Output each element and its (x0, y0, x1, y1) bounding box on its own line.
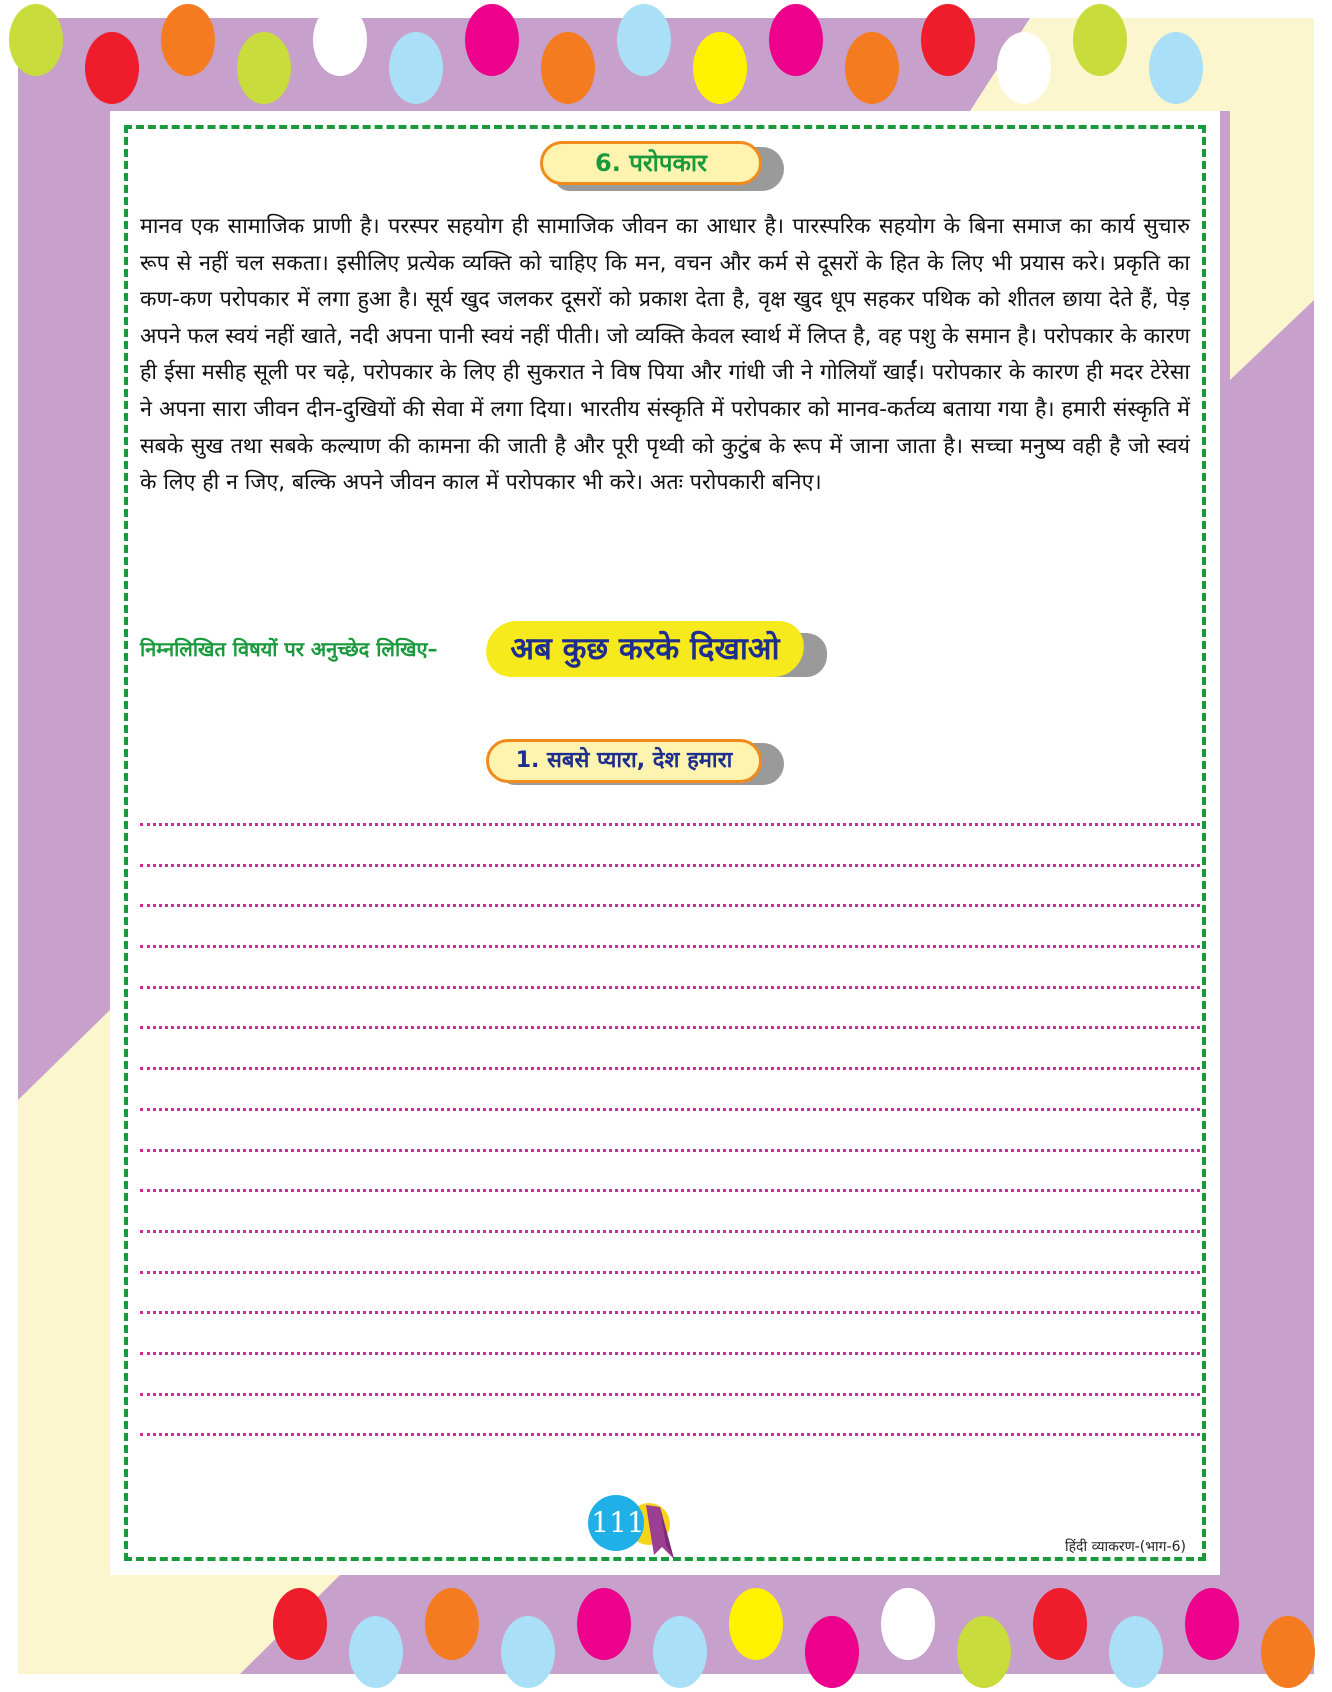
writing-line[interactable] (140, 1352, 1200, 1355)
writing-line[interactable] (140, 1271, 1200, 1274)
worksheet-page (110, 111, 1220, 1575)
decorative-dot (349, 1616, 403, 1688)
writing-line[interactable] (140, 1230, 1200, 1233)
decorative-dot (425, 1588, 479, 1660)
topic-title: 1. सबसे प्यारा, देश हमारा (486, 739, 762, 783)
bookmark-ribbon-icon (640, 1505, 680, 1559)
writing-line[interactable] (140, 1189, 1200, 1192)
decorative-dot (237, 32, 291, 104)
decorative-dot (1033, 1588, 1087, 1660)
decorative-dot (921, 4, 975, 76)
decorative-dot (693, 32, 747, 104)
writing-line[interactable] (140, 945, 1200, 948)
writing-line[interactable] (140, 986, 1200, 989)
decorative-dot (1261, 1616, 1315, 1688)
decorative-dot (1109, 1616, 1163, 1688)
decorative-dot (161, 4, 215, 76)
decorative-dot (805, 1616, 859, 1688)
writing-line[interactable] (140, 904, 1200, 907)
essay-heading: 6. परोपकार (540, 141, 762, 185)
writing-line[interactable] (140, 1067, 1200, 1070)
decorative-dot (617, 4, 671, 76)
decorative-dot (729, 1588, 783, 1660)
instruction-text: निम्नलिखित विषयों पर अनुच्छेद लिखिए– (140, 637, 438, 661)
decorative-dot (501, 1616, 555, 1688)
decorative-dot (845, 32, 899, 104)
writing-line[interactable] (140, 1393, 1200, 1396)
decorative-dot (273, 1588, 327, 1660)
page-number: 111 (591, 1506, 645, 1539)
decorative-dot (85, 32, 139, 104)
decorative-dot (577, 1588, 631, 1660)
decorative-dot (769, 4, 823, 76)
decorative-dot (465, 4, 519, 76)
activity-banner (486, 621, 826, 683)
decorative-dot (1185, 1588, 1239, 1660)
essay-paragraph: मानव एक सामाजिक प्राणी है। परस्पर सहयोग ही सामाजिक जीवन का आधार है। पारस्परिक सहयोग के बिना समाज का कार्य सुचारु रूप से नहीं चल सकता। इसीलिए प्रत्येक व्यक्ति को चाहिए कि मन, वचन और कर्म से दूसरों के हित के लिए भी प्रयास करे। प्रकृति का कण-कण परोपकार में लगा हुआ है। सूर्य खुद जलकर दूसरों को प्रकाश देता है, वृक्ष खुद धूप सहकर पथिक को शीतल छाया देते हैं, पेड़ अपने फल स्वयं नहीं खाते, नदी अपना पानी स्वयं नहीं पीती। जो व्यक्ति केवल स्वार्थ में लिप्त है, वह पशु के समान है। परोपकार के कारण ही ईसा मसीह सूली पर चढ़े, परोपकार के लिए ही सुकरात ने विष पिया और गांधी जी ने गोलियाँ खाईं। परोपकार के कारण ही मदर टेरेसा ने अपना सारा जीवन दीन-दुखियों की सेवा में लगा दिया। भारतीय संस्कृति में परोपकार को मानव-कर्तव्य बताया गया है। हमारी संस्कृति में सबके सुख तथा सबके कल्याण की कामना की जाती है और पूरी पृथ्वी को कुटुंब के रूप में जाना जाता है। सच्चा मनुष्य वही है जो स्वयं के लिए ही न जिए, बल्कि अपने जीवन काल में परोपकार भी करे। अतः परोपकारी बनिए। (140, 214, 1190, 496)
decorative-dot (9, 4, 63, 76)
writing-line[interactable] (140, 823, 1200, 826)
writing-line[interactable] (140, 864, 1200, 867)
decorative-dot (313, 4, 367, 76)
decorative-dot (997, 32, 1051, 104)
writing-lines (140, 823, 1200, 1474)
writing-line[interactable] (140, 1026, 1200, 1029)
writing-line[interactable] (140, 1311, 1200, 1314)
topic-tab (486, 739, 776, 787)
decorative-dot (1073, 4, 1127, 76)
decorative-dot (541, 32, 595, 104)
activity-banner-text: अब कुछ करके दिखाओ (510, 631, 780, 667)
writing-line[interactable] (140, 1433, 1200, 1436)
heading-tab (540, 141, 770, 189)
book-footer: हिंदी व्याकरण-(भाग-6) (1065, 1539, 1186, 1555)
page-number-badge (588, 1495, 698, 1559)
writing-line[interactable] (140, 1108, 1200, 1111)
decorative-dot (389, 32, 443, 104)
decorative-dot (1149, 32, 1203, 104)
decorative-dot (957, 1616, 1011, 1688)
decorative-dot (881, 1588, 935, 1660)
decorative-dot (653, 1616, 707, 1688)
writing-line[interactable] (140, 1149, 1200, 1152)
